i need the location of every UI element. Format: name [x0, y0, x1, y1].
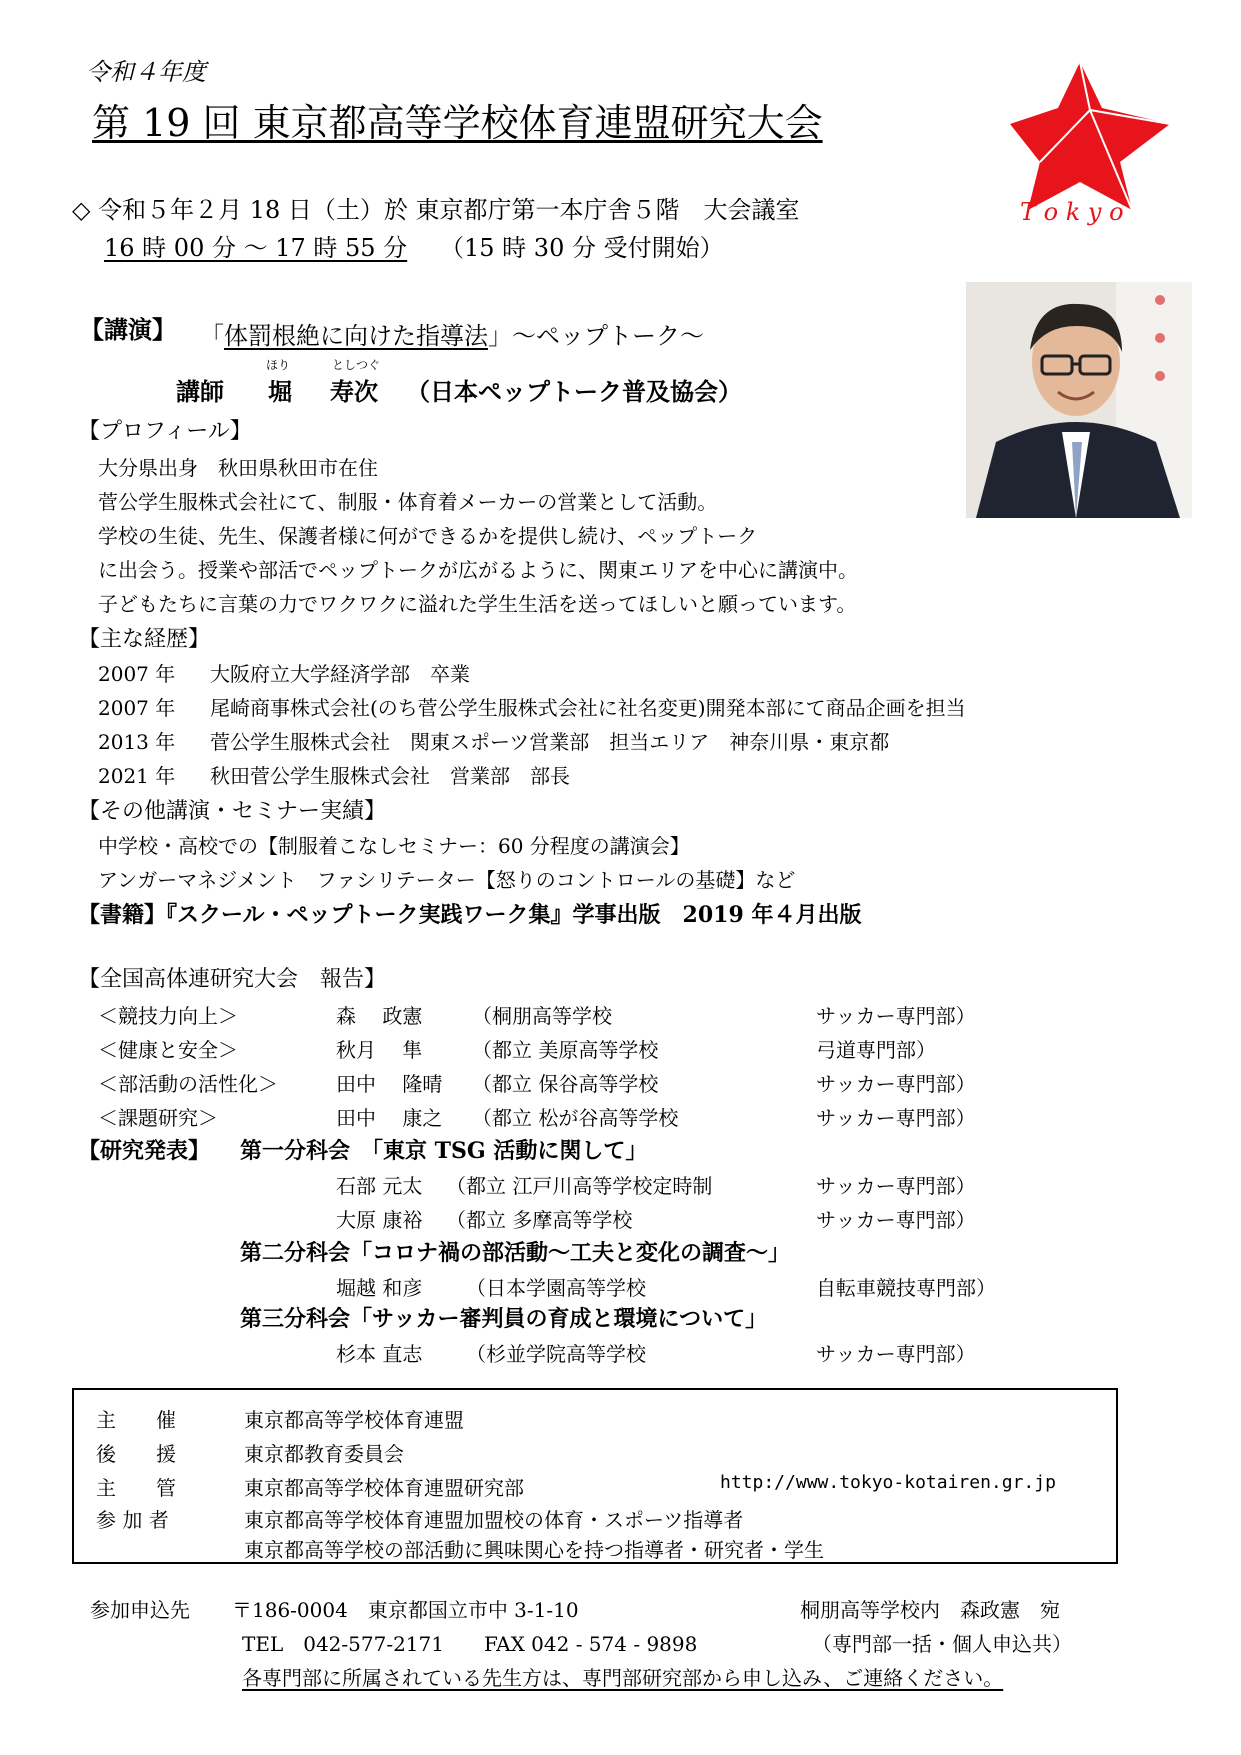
event-date-venue: ◇ 令和５年２月 18 日（土）於 東京都庁第一本庁舎５階 大会議室 [72, 196, 800, 224]
organizer-value: 東京都高等学校体育連盟加盟校の体育・スポーツ指導者 [244, 1508, 744, 1532]
presenter-name: 堀越 和彦 [336, 1276, 423, 1300]
report-topic: ＜競技力向上＞ [98, 1004, 238, 1028]
application-footer: 各専門部に所属されている先生方は、専門部研究部から申し込み、ご連絡ください。 [242, 1666, 1004, 1690]
organizer-value: 東京都高等学校体育連盟 [244, 1408, 464, 1432]
organizer-label: 主 催 [96, 1408, 176, 1432]
lecture-tag: 【講演】 [80, 315, 176, 344]
lecture-title: 体罰根絶に向けた指導法 [224, 322, 488, 350]
lecture-title-open: 「 [200, 322, 224, 350]
presenter-school: （都立 江戸川高等学校定時制 [446, 1174, 713, 1198]
report-school: （都立 松が谷高等学校 [472, 1106, 679, 1130]
profile-heading: 【プロフィール】 [78, 419, 252, 444]
fiscal-year: 令和４年度 [86, 58, 206, 86]
presenter-dept: 自転車競技専門部） [816, 1276, 996, 1300]
lecturer-given-ruby: としつぐ [332, 358, 381, 372]
career-text: 菅公学生服株式会社 関東スポーツ営業部 担当エリア 神奈川県・東京都 [210, 730, 890, 754]
national-heading: 【全国高体連研究大会 報告】 [78, 967, 387, 992]
presenter-name: 石部 元太 [336, 1174, 423, 1198]
research-tag: 【研究発表】 [78, 1138, 211, 1164]
profile-line: 大分県出身 秋田県秋田市在住 [98, 456, 378, 480]
tokyo-logo [1010, 58, 1180, 228]
report-dept: サッカー専門部） [816, 1072, 976, 1096]
application-contact: TEL 042-577-2171 FAX 042 - 574 - 9898 [242, 1632, 698, 1656]
presenter-school: （日本学園高等学校 [466, 1276, 646, 1300]
presenter-dept: サッカー専門部） [816, 1174, 976, 1198]
career-heading: 【主な経歴】 [78, 627, 211, 652]
tokyo-logo-text: T o k y o [1020, 198, 1124, 226]
profile-line: 学校の生徒、先生、保護者様に何ができるかを提供し続け、ペップトーク [98, 524, 758, 548]
profile-line: に出会う。授業や部活でペップトークが広がるように、関東エリアを中心に講演中。 [98, 558, 858, 582]
organizer-label: 主 管 [96, 1476, 176, 1500]
session-title: 第三分科会「サッカー審判員の育成と環境について」 [240, 1306, 768, 1332]
organizer-label: 後 援 [96, 1442, 176, 1466]
organizer-label: 参 加 者 [96, 1508, 169, 1532]
lecturer-family-name: 堀 [268, 377, 292, 406]
seminar-line: アンガーマネジメント ファシリテーター【怒りのコントロールの基礎】など [98, 868, 796, 892]
report-dept: 弓道専門部） [816, 1038, 936, 1062]
lecturer-given-name: 寿次 [330, 377, 378, 406]
application-label: 参加申込先 [90, 1598, 190, 1622]
speaker-photo [966, 282, 1192, 518]
career-year: 2021 年 [98, 764, 176, 788]
seminar-line: 中学校・高校での【制服着こなしセミナー：60 分程度の講演会】 [98, 834, 690, 858]
career-text: 尾崎商事株式会社(のち菅公学生服株式会社に社名変更)開発本部にて商品企画を担当 [210, 696, 966, 720]
organizers-box [72, 1388, 1118, 1564]
organizer-value: 東京都教育委員会 [244, 1442, 404, 1466]
lecturer-affiliation: （日本ペップトーク普及協会） [406, 377, 742, 406]
report-topic: ＜課題研究＞ [98, 1106, 218, 1130]
event-reception: （15 時 30 分 受付開始） [440, 234, 724, 262]
presenter-name: 大原 康裕 [336, 1208, 423, 1232]
career-year: 2007 年 [98, 662, 176, 686]
event-time: 16 時 00 分 〜 17 時 55 分 [104, 234, 408, 262]
report-school: （都立 保谷高等学校 [472, 1072, 659, 1096]
lecture-title-rest: 」〜ペップトーク〜 [488, 322, 704, 350]
profile-line: 子どもたちに言葉の力でワクワクに溢れた学生生活を送ってほしいと願っています。 [98, 592, 857, 616]
report-topic: ＜健康と安全＞ [98, 1038, 238, 1062]
seminars-heading: 【その他講演・セミナー実績】 [78, 799, 387, 824]
career-year: 2007 年 [98, 696, 176, 720]
lecturer-label: 講師 [176, 377, 224, 406]
presenter-name: 杉本 直志 [336, 1342, 423, 1366]
career-text: 大阪府立大学経済学部 卒業 [210, 662, 470, 686]
report-dept: サッカー専門部） [816, 1106, 976, 1130]
session-title: 第二分科会「コロナ禍の部活動〜工夫と変化の調査〜」 [240, 1240, 791, 1266]
organizer-value: 東京都高等学校体育連盟研究部 [244, 1476, 524, 1500]
career-text: 秋田菅公学生服株式会社 営業部 部長 [210, 764, 570, 788]
presenter-dept: サッカー専門部） [816, 1342, 976, 1366]
lecture-title-line [200, 316, 704, 351]
book-line: 【書籍】『スクール・ペップトーク実践ワーク集』学事出版 2019 年４月出版 [78, 902, 862, 928]
report-name: 秋月 隼 [336, 1038, 423, 1062]
career-year: 2013 年 [98, 730, 176, 754]
application-note: （専門部一括・個人申込共） [812, 1632, 1072, 1656]
report-topic: ＜部活動の活性化＞ [98, 1072, 278, 1096]
report-name: 田中 隆晴 [336, 1072, 443, 1096]
presenter-school: （都立 多摩高等学校 [446, 1208, 633, 1232]
lecturer-family-ruby: ほり [266, 358, 291, 372]
page-title: 第 19 回 東京都高等学校体育連盟研究大会 [92, 101, 823, 145]
speaker-portrait [966, 282, 1192, 518]
presenter-dept: サッカー専門部） [816, 1208, 976, 1232]
report-school: （都立 美原高等学校 [472, 1038, 659, 1062]
report-school: （桐朋高等学校 [472, 1004, 612, 1028]
application-recipient: 桐朋高等学校内 森政憲 宛 [800, 1598, 1060, 1622]
profile-line: 菅公学生服株式会社にて、制服・体育着メーカーの営業として活動。 [98, 490, 718, 514]
report-name: 森 政憲 [336, 1004, 423, 1028]
session-title: 第一分科会 「東京 TSG 活動に関して」 [240, 1138, 648, 1164]
report-name: 田中 康之 [336, 1106, 443, 1130]
report-dept: サッカー専門部） [816, 1004, 976, 1028]
website-link[interactable]: http://www.tokyo-kotairen.gr.jp [720, 1472, 1056, 1493]
application-address: 〒186-0004 東京都国立市中 3-1-10 [232, 1598, 579, 1622]
participants-line2: 東京都高等学校の部活動に興味関心を持つ指導者・研究者・学生 [244, 1538, 824, 1562]
presenter-school: （杉並学院高等学校 [466, 1342, 646, 1366]
